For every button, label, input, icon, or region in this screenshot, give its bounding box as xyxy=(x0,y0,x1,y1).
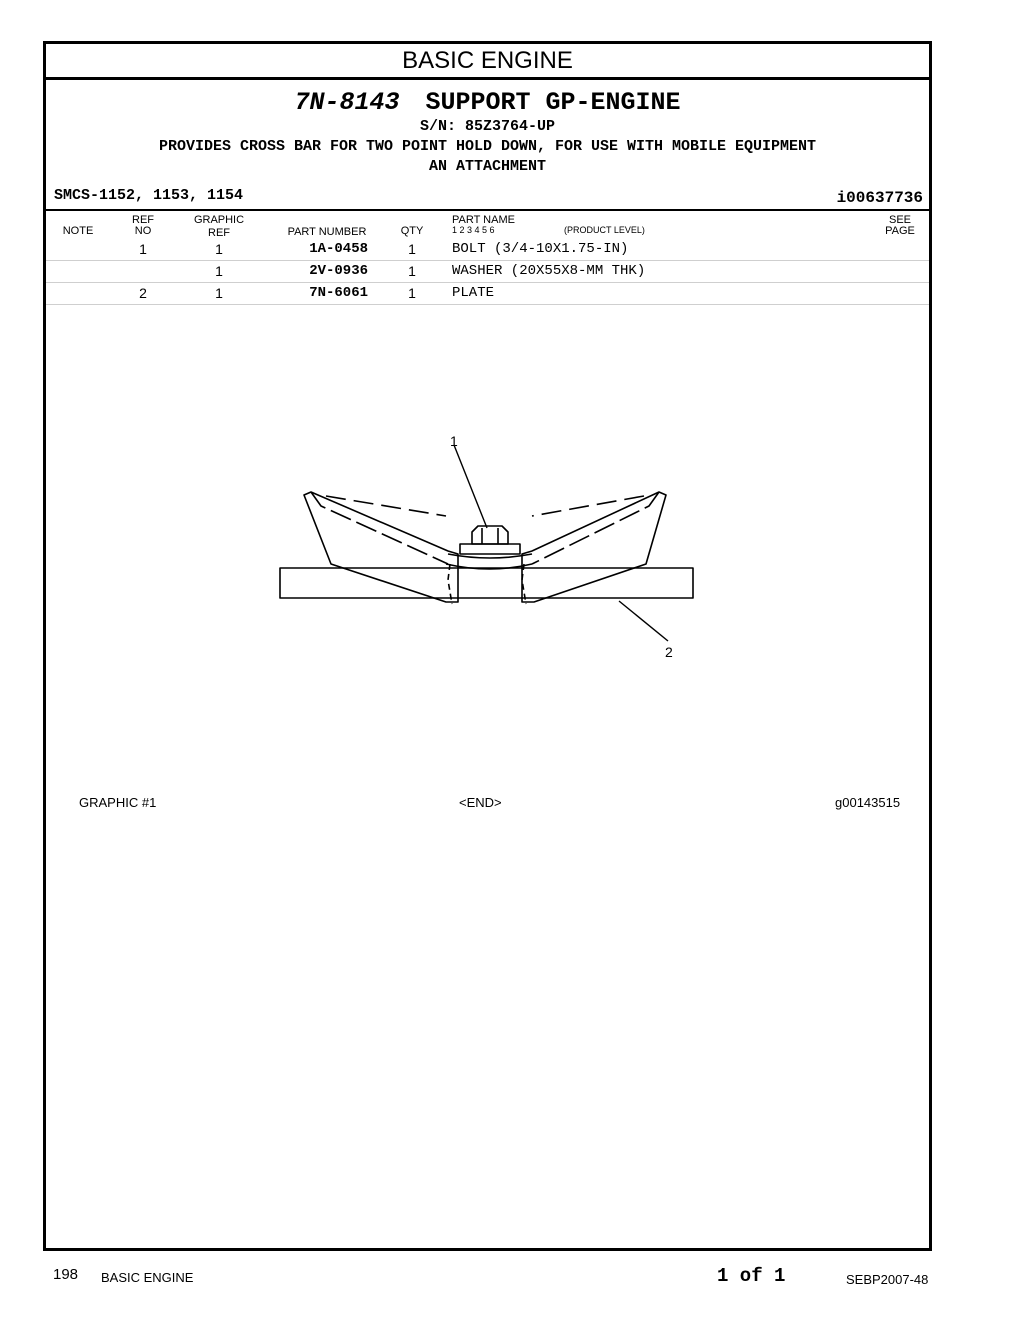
support-left-arm xyxy=(304,492,458,602)
support-group-illustration xyxy=(46,44,929,804)
row3-qty: 1 xyxy=(408,285,416,301)
row3-graphic-ref: 1 xyxy=(215,285,223,301)
row3-part-name: PLATE xyxy=(452,285,495,301)
serial-range: S/N: 85Z3764-UP xyxy=(419,118,556,135)
washer-shape xyxy=(460,544,520,554)
row1-part-name: BOLT (3/4-10X1.75-IN) xyxy=(452,241,629,257)
col-qty: QTY xyxy=(400,225,424,237)
footer-document-number: SEBP2007-48 xyxy=(846,1272,929,1287)
bolt-head-shape xyxy=(472,526,508,544)
row2-part-number: 2V-0936 xyxy=(309,263,368,279)
support-right-arm xyxy=(522,492,666,602)
row2-graphic-ref: 1 xyxy=(215,263,223,279)
support-left-inner xyxy=(311,492,448,564)
row1-ref-no: 1 xyxy=(139,241,147,257)
footer-page-of: 1 of 1 xyxy=(717,1265,786,1287)
footer-section: BASIC ENGINE xyxy=(101,1270,194,1285)
col-part-number: PART NUMBER xyxy=(287,226,367,238)
row1-qty: 1 xyxy=(408,241,416,257)
plate-shape xyxy=(280,568,693,598)
illustration-id: i00637736 xyxy=(836,189,923,207)
row1-graphic-ref: 1 xyxy=(215,241,223,257)
callout-1-leader xyxy=(454,445,487,528)
callout-2-leader xyxy=(619,601,668,641)
col-part-name: PART NAME xyxy=(452,214,515,226)
col-graphic-ref-line1: GRAPHIC xyxy=(193,214,245,226)
col-ref-no-line2: NO xyxy=(134,225,152,237)
graphic-id: g00143515 xyxy=(835,795,901,810)
row3-part-number: 7N-6061 xyxy=(309,285,368,301)
row2-qty: 1 xyxy=(408,263,416,279)
col-note: NOTE xyxy=(62,225,94,237)
description-line-2: AN ATTACHMENT xyxy=(428,158,547,175)
part-description-title: SUPPORT GP-ENGINE xyxy=(425,88,681,117)
callout-2-label: 2 xyxy=(665,644,673,660)
description-line-1: PROVIDES CROSS BAR FOR TWO POINT HOLD DOWN, FOR USE WITH MOBILE EQUIPMENT xyxy=(158,138,817,155)
col-product-level-label: (PRODUCT LEVEL) xyxy=(564,225,645,235)
graphic-number-label: GRAPHIC #1 xyxy=(79,795,157,810)
col-see-page-line1: SEE xyxy=(888,214,911,226)
part-number-title: 7N-8143 xyxy=(294,88,400,117)
section-title: BASIC ENGINE xyxy=(46,44,929,80)
row1-part-number: 1A-0458 xyxy=(309,241,368,257)
col-graphic-ref-line2: REF xyxy=(208,227,230,239)
row2-part-name: WASHER (20X55X8-MM THK) xyxy=(452,263,646,279)
col-product-levels: 1 2 3 4 5 6 xyxy=(452,225,495,235)
end-marker: <END> xyxy=(459,795,502,810)
support-right-inner xyxy=(532,492,659,564)
smcs-codes: SMCS-1152, 1153, 1154 xyxy=(54,187,244,204)
footer-page-number: 198 xyxy=(53,1266,79,1283)
row3-ref-no: 2 xyxy=(139,285,147,301)
col-see-page-line2: PAGE xyxy=(885,225,915,237)
col-ref-no-line1: REF xyxy=(132,214,154,226)
callout-1-label: 1 xyxy=(450,433,458,449)
page-frame xyxy=(43,41,932,1251)
